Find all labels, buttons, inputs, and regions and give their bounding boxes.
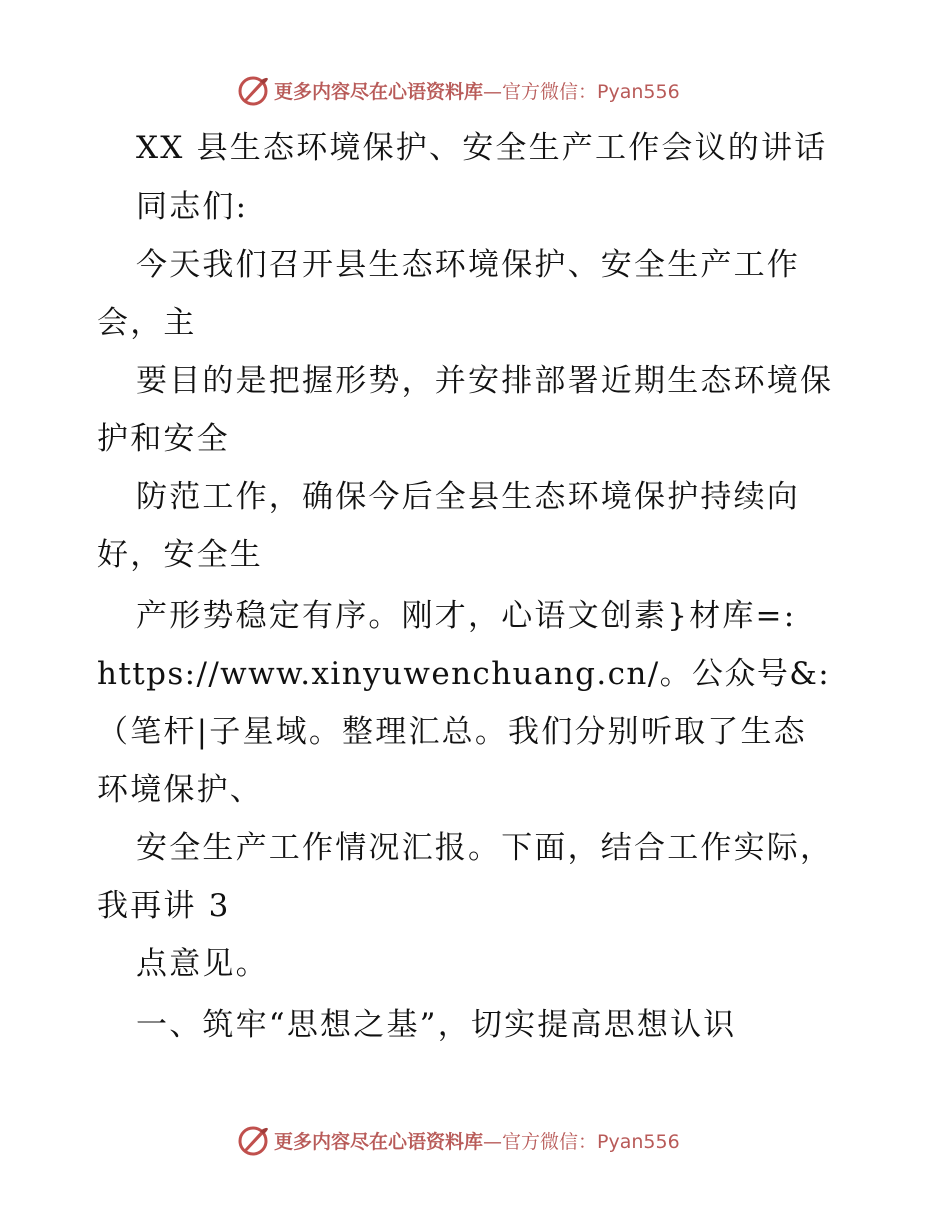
footer-banner bbox=[236, 1122, 680, 1158]
paragraph-line: 防范工作，确保今后全县生态环境保护持续向 bbox=[136, 479, 800, 515]
paragraph-line: 产形势稳定有序。刚才，心语文创素}材库=: bbox=[136, 598, 797, 634]
paragraph-line: 会，主 bbox=[97, 305, 197, 341]
document-title: XX 县生态环境保护、安全生产工作会议的讲话 bbox=[136, 130, 828, 166]
paragraph-line: 护和安全 bbox=[97, 421, 230, 457]
paragraph-line: （笔杆|子星域。整理汇总。我们分别听取了生态 bbox=[97, 714, 807, 750]
section-heading: 一、筑牢“思想之基”，切实提高思想认识 bbox=[136, 1007, 737, 1043]
footer-banner-text: 更多内容尽在心语资料库—官方微信：Pyan556 bbox=[274, 1130, 680, 1153]
paragraph-line: 环境保护、 bbox=[97, 772, 263, 808]
header-banner-text: 更多内容尽在心语资料库—官方微信：Pyan556 bbox=[274, 80, 680, 103]
paragraph-line: 要目的是把握形势，并安排部署近期生态环境保 bbox=[136, 363, 834, 399]
paragraph-line: 我再讲 3 bbox=[97, 888, 231, 924]
url-line: https://www.xinyuwenchuang.cn/。公众号&: bbox=[97, 656, 831, 692]
paragraph-line: 安全生产工作情况汇报。下面，结合工作实际， bbox=[136, 830, 834, 866]
paragraph-line: 好，安全生 bbox=[97, 537, 263, 573]
quill-pen-circle-icon bbox=[236, 1123, 270, 1157]
paragraph-line: 今天我们召开县生态环境保护、安全生产工作 bbox=[136, 247, 800, 283]
paragraph-line: 点意见。 bbox=[136, 946, 269, 982]
salutation: 同志们: bbox=[136, 189, 249, 225]
